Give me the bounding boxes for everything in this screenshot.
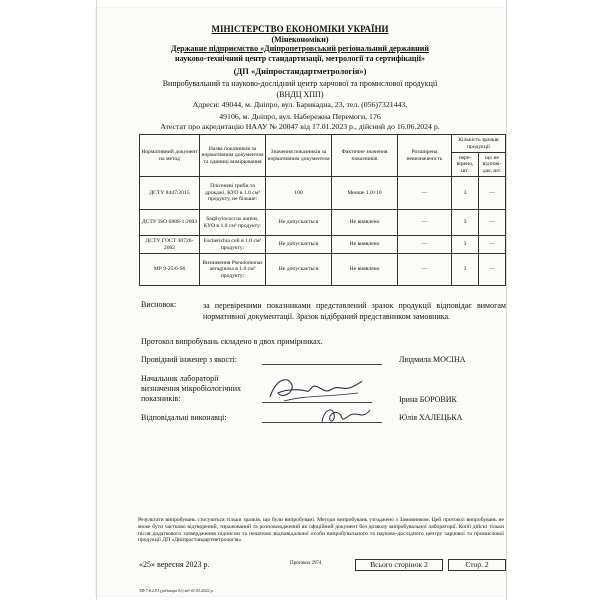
header-name: Назва показників за нормативним документом та одиниці вимірювання <box>200 135 266 177</box>
executors-name: Юлія ХАЛЕЦЬКА <box>399 413 463 422</box>
cell-norm: 100 <box>266 177 332 210</box>
cell-passed: 3 <box>452 177 479 210</box>
lab-head-label-line3: показників: <box>141 394 181 403</box>
engineer-label: Провідний інженер з якості: <box>141 355 238 364</box>
cell-name: Staphylococcus aureus, КУО в 1.0 см³ продукту: <box>200 210 266 236</box>
form-code: ТФ 7.8.2.01 (редакція 01) від 01.03.2022 р. <box>139 588 214 593</box>
lab-head-label-line2: визначення мікробіологічних <box>141 384 241 393</box>
total-pages-box: Всього сторінок 2 <box>355 559 443 571</box>
organization-name-line1: Державне підприємство «Дніпропетровський регіональний державний <box>170 44 430 53</box>
executors-label: Відповідальні виконавці: <box>141 413 227 422</box>
header-passed: пере-вірено, шт. <box>452 153 479 177</box>
lab-head-signature <box>266 371 366 405</box>
table-row <box>140 210 506 236</box>
cell-actual: Не виявлено <box>332 236 398 254</box>
cell-failed: — <box>479 210 506 236</box>
header-doc: Нормативний документ на метод <box>140 135 200 177</box>
accreditation-line: Атестат про акредитацію НААУ № 20047 від 17.01.2023 р., дійсний до 16.06.2024 р. <box>160 122 440 131</box>
cell-doc: ДСТУ ISO 6888-1:2003 <box>140 210 200 236</box>
cell-actual: Менше 1.0×10 <box>332 177 398 210</box>
engineer-name: Людмила МОСІНА <box>399 355 466 364</box>
cell-uncertainty: — <box>398 177 452 210</box>
results-table <box>139 134 506 286</box>
table-row <box>140 254 506 286</box>
footnote: Результати випробувань стосуються тільки зразків, що були випробувані. Методи випробувань узгоджено з Замовником. Цей протокол випробувань не може бути частково відтворений, тиражований та розповсюджений як офіційний документ без дозволу випробувальної лабораторії. Копії дійсні тільки після додаткового затвердження підписом та печаткою відповідальної особи випробувального та науково-дослідного центру харчової та промислової продукції ДП «Дніпростандартметрологія». <box>138 517 504 544</box>
header-norm: Значення показників за нормативним документом <box>266 135 332 177</box>
address-line2: 49106, м. Дніпро, вул. Набережна Перемоги, 176 <box>219 112 381 121</box>
conclusion-label: Висновок: <box>141 300 177 309</box>
organization-short-name: (ДП «Дніпростандартметрологія») <box>233 66 367 76</box>
cell-name: Плісеневі гриби та дріжджі, КУО в 1.0 см³ продукту, не більше: <box>200 177 266 210</box>
cell-name: Escherichia coli в 1.0 см³ продукту: <box>200 236 266 254</box>
cell-uncertainty: — <box>398 210 452 236</box>
lab-head-label-line1: Начальник лабораторії <box>141 374 219 383</box>
cell-actual: Не виявлено <box>332 210 398 236</box>
conclusion-text: за перевіреними показниками представлений зразок продукції відповідає вимогам нормативної документації. Зразок відібраний представником замовника. <box>203 301 506 321</box>
addresses <box>0 99 600 123</box>
cell-failed: — <box>479 177 506 210</box>
header-failed: що не відпові-дає, шт. <box>479 153 506 177</box>
testing-center-line1: Випробувальний та науково-дослідний центр харчової та промислової продукції <box>162 79 438 88</box>
ministry-name: МІНІСТЕРСТВО ЕКОНОМІКИ УКРАЇНИ <box>211 24 389 34</box>
cell-uncertainty: — <box>398 236 452 254</box>
cell-actual: Не виявлено <box>332 254 398 286</box>
cell-doc: ДСТУ ГОСТ 30726-2002 <box>140 236 200 254</box>
executors-signature-line <box>262 422 382 423</box>
header-uncertainty: Розширена невизначеність <box>398 135 452 177</box>
table-row <box>140 236 506 254</box>
protocol-number: Протокол 2974 <box>290 561 322 566</box>
cell-norm: Не допускається <box>266 254 332 286</box>
cell-norm: Не допускається <box>266 210 332 236</box>
organization-name-line2: науково-технічний центр стандартизації, метрології та сертифікації» <box>175 54 425 63</box>
cell-failed: — <box>479 236 506 254</box>
page-number-box: Стор. 2 <box>448 559 506 571</box>
organization-name <box>0 44 600 64</box>
address-line1: Адреси: 49044, м. Дніпро, вул. Барикадна, 23, тел. (056)7321443, <box>192 100 408 109</box>
cell-passed: 3 <box>452 254 479 286</box>
protocol-date: «25» вересня 2023 р. <box>139 560 210 569</box>
cell-uncertainty: — <box>398 254 452 286</box>
lab-head-label <box>141 374 241 404</box>
protocol-copies-note: Протокол випробувань складено в двох примірниках. <box>141 337 323 346</box>
header-samples: Кількість зразків продукції <box>452 135 506 153</box>
testing-center-line2: (ВНДЦ ХПП) <box>276 90 324 99</box>
cell-doc: МР 9-25/6-96 <box>140 254 200 286</box>
cell-failed: — <box>479 254 506 286</box>
testing-center <box>0 78 600 100</box>
cell-passed: 3 <box>452 210 479 236</box>
header-actual: Фактичне значення показників <box>332 135 398 177</box>
cell-passed: 3 <box>452 236 479 254</box>
table-row <box>140 177 506 210</box>
cell-doc: ДСТУ 8447:2015 <box>140 177 200 210</box>
ministry-short-name: (Мінекономіки) <box>271 35 329 44</box>
cell-name: Визначення Pseudomonas aeruginosa в 1.0 см³ продукту: <box>200 254 266 286</box>
executor-signature <box>318 402 374 428</box>
engineer-signature-line <box>262 364 382 365</box>
lab-head-name: Ірина БОРОВИК <box>399 395 457 404</box>
cell-norm: Не допускається <box>266 236 332 254</box>
